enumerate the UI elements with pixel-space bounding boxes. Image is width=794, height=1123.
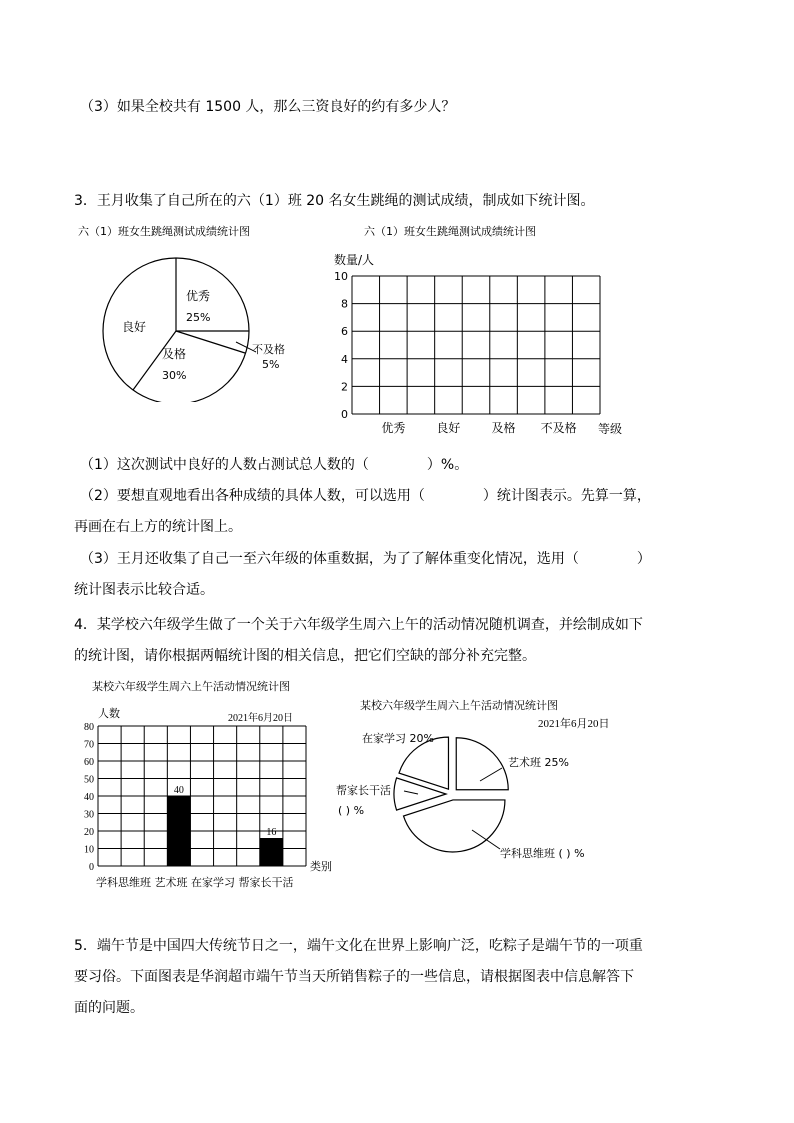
- q3-xtick-label: 及格: [491, 421, 516, 435]
- q4-line1: 4．某学校六年级学生做了一个关于六年级学生周六上午的活动情况随机调查，并绘制成如下: [74, 617, 643, 633]
- q3-pie-title: 六（1）班女生跳绳测试成绩统计图: [78, 225, 250, 238]
- q4-bar-yticks: [84, 722, 94, 873]
- q4-line2: 的统计图，请你根据两幅统计图的相关信息，把它们空缺的部分补充完整。: [74, 648, 536, 664]
- q4-ytick-label: 0: [89, 862, 94, 873]
- q3-sub3-text-a: （3）王月还收集了自己一至六年级的体重数据，为了了解体重变化情况，选用（: [80, 551, 579, 567]
- q4-bar: [167, 796, 190, 866]
- q3-bar-yticks: [334, 270, 348, 421]
- q3-intro: 3．王月收集了自己所在的六（1）班 20 名女生跳绳的测试成绩，制成如下统计图。: [74, 193, 595, 209]
- q3-pie-label-pass: 及格: [162, 347, 187, 361]
- q4-bar-bars: [167, 785, 283, 866]
- q5-line1: 5．端午节是中国四大传统节日之一，端午文化在世界上影响广泛，吃粽子是端午节的一项重: [74, 938, 643, 954]
- q3-ytick-label: 10: [334, 270, 348, 283]
- q3-sub2: [80, 487, 651, 505]
- q3-sub3: [80, 550, 651, 568]
- q4-pie-title: 某校六年级学生周六上午活动情况统计图: [360, 699, 558, 712]
- q3-bar-ylabel: 数量/人: [334, 253, 375, 267]
- q3-ytick-label: 0: [341, 408, 348, 421]
- q3-bar-xaxis-name: 等级: [598, 422, 623, 436]
- q3-ytick-label: 8: [341, 297, 348, 311]
- q4-pie-chart: [330, 728, 630, 878]
- q4-pie-slice-thinking: [403, 800, 504, 852]
- q3-bar-title: 六（1）班女生跳绳测试成绩统计图: [364, 225, 536, 238]
- q4-ytick-label: 80: [84, 722, 94, 733]
- q4-bar-date: 2021年6月20日: [228, 713, 293, 724]
- q4-pie-label-help-blank: ( ) %: [338, 804, 365, 817]
- q4-bar-value-label: 16: [266, 827, 277, 838]
- q5-line2: 要习俗。下面图表是华润超市端午节当天所销售粽子的一些信息，请根据图表中信息解答下: [74, 969, 634, 985]
- q3-pie-label-excellent: 优秀: [186, 289, 211, 303]
- q4-pie-label-thinking: 学科思维班 ( ) %: [500, 847, 585, 860]
- q3-pie-pct-excellent: 25%: [186, 311, 211, 324]
- q3-sub3-line2: 统计图表示比较合适。: [74, 582, 214, 598]
- q3-ytick-label: 2: [341, 380, 348, 394]
- q4-ytick-label: 20: [84, 827, 94, 838]
- q3-bar-grid: [352, 276, 600, 414]
- q4-bar-value-label: 40: [173, 785, 184, 796]
- q4-ytick-label: 50: [84, 774, 94, 786]
- q3-sub3-text-b: ）: [636, 551, 651, 567]
- q4-bar-chart: [66, 700, 346, 895]
- q3-ytick-label: 4: [341, 352, 348, 366]
- q4-bar-title: 某校六年级学生周六上午活动情况统计图: [92, 680, 290, 693]
- q4-bar-categories: 学科思维班 艺术班 在家学习 帮家长干活: [96, 876, 294, 889]
- q4-pie-slice-art: [456, 738, 508, 790]
- q3-bar-chart: [330, 246, 640, 442]
- q3-pie-pct-pass: 30%: [162, 369, 187, 382]
- q2-part3: （3）如果全校共有 1500 人，那么三资良好的约有多少人？: [80, 99, 456, 115]
- q4-pie-slices: [394, 737, 508, 852]
- q4-bar-ylabel: 人数: [98, 707, 120, 720]
- q3-pie-chart: [90, 242, 330, 402]
- q3-pie-edge-fail: [176, 331, 245, 353]
- q4-ytick-label: 60: [84, 757, 94, 768]
- q3-sub1-text-b: ）%。: [426, 457, 469, 473]
- q3-xtick-label: 良好: [436, 421, 461, 435]
- q4-ytick-label: 30: [84, 809, 94, 821]
- q3-ytick-label: 6: [341, 325, 348, 339]
- q4-pie-date: 2021年6月20日: [538, 718, 610, 730]
- q3-sub2-text-a: （2）要想直观地看出各种成绩的具体人数，可以选用（: [80, 488, 425, 504]
- q3-sub1-text-a: （1）这次测试中良好的人数占测试总人数的（: [80, 457, 369, 473]
- q4-bar-xaxis-name: 类别: [310, 860, 332, 873]
- q3-pie-label-fail: 不及格: [252, 343, 285, 356]
- q3-bar-xticks: [381, 420, 576, 435]
- q4-bar: [260, 838, 283, 866]
- q4-ytick-label: 40: [84, 792, 94, 803]
- q3-sub2-line2: 再画在右上方的统计图上。: [74, 519, 242, 535]
- q4-ytick-label: 10: [84, 844, 94, 856]
- q3-pie-label-good: 良好: [122, 320, 147, 334]
- q4-ytick-label: 70: [84, 739, 94, 751]
- q5-line3: 面的问题。: [74, 1000, 144, 1016]
- q4-pie-label-home: 在家学习 20%: [362, 732, 434, 745]
- q3-xtick-label: 优秀: [381, 421, 406, 435]
- q3-sub1: [80, 456, 468, 474]
- q3-xtick-label: 不及格: [540, 421, 577, 435]
- q4-pie-label-art: 艺术班 25%: [508, 756, 569, 769]
- q3-pie-pct-fail: 5%: [262, 358, 280, 371]
- q3-sub2-text-b: ）统计图表示。先算一算，: [482, 488, 651, 504]
- q4-pie-label-help: 帮家长干活: [336, 784, 391, 797]
